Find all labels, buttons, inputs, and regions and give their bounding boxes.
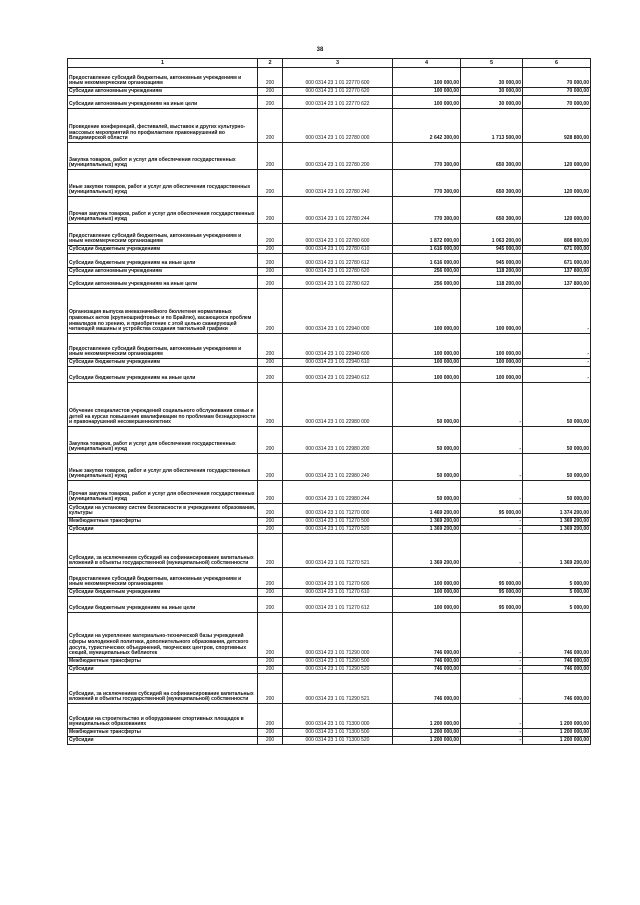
cell-amount-total: 1 616 000,00 <box>393 246 461 254</box>
cell-line-code: 200 <box>258 68 283 88</box>
cell-amount-col6: 1 369 200,00 <box>523 518 591 526</box>
cell-amount-col5: 95 000,00 <box>461 597 523 613</box>
cell-line-code: 200 <box>258 613 283 658</box>
cell-budget-code: 000 0314 23 1 01 71300 500 <box>283 729 393 737</box>
cell-line-code: 200 <box>258 383 283 427</box>
cell-amount-col6: 50 000,00 <box>523 481 591 504</box>
table-row <box>68 534 591 568</box>
cell-amount-col6: 1 374 200,00 <box>523 504 591 518</box>
cell-amount-col6: 1 200 000,00 <box>523 737 591 745</box>
col-header-5: 5 <box>461 59 523 68</box>
cell-amount-col5: 100 000,00 <box>461 334 523 359</box>
cell-amount-col6: - <box>523 334 591 359</box>
cell-amount-total: 746 000,00 <box>393 658 461 666</box>
cell-amount-col5: 95 000,00 <box>461 568 523 589</box>
cell-amount-col5: 95 000,00 <box>461 589 523 597</box>
cell-description: Предоставление субсидий бюджетным, автономным учреждениям и иным некоммерческим организациям <box>68 568 258 589</box>
cell-description: Закупка товаров, работ и услуг для обеспечения государственных (муниципальных) нужд <box>68 427 258 454</box>
col-header-4: 4 <box>393 59 461 68</box>
cell-line-code: 200 <box>258 658 283 666</box>
cell-budget-code: 000 0314 23 1 01 71290 500 <box>283 658 393 666</box>
cell-amount-col6: 5 000,00 <box>523 589 591 597</box>
cell-description: Субсидии на установку систем безопасности в учреждениях образования, культуры <box>68 504 258 518</box>
cell-budget-code: 000 0314 23 1 01 71300 000 <box>283 704 393 729</box>
cell-amount-col5: 95 000,00 <box>461 504 523 518</box>
cell-amount-col6: 70 000,00 <box>523 96 591 109</box>
cell-amount-total: 1 369 200,00 <box>393 534 461 568</box>
cell-budget-code: 000 0314 23 1 01 22780 620 <box>283 268 393 276</box>
table-row <box>68 68 591 88</box>
col-header-2: 2 <box>258 59 283 68</box>
table-row <box>68 96 591 109</box>
cell-budget-code: 000 0314 23 1 01 22780 610 <box>283 246 393 254</box>
cell-budget-code: 000 0314 23 1 01 22940 600 <box>283 334 393 359</box>
col-header-3: 3 <box>283 59 393 68</box>
cell-amount-col6: 808 800,00 <box>523 224 591 246</box>
cell-amount-total: 1 369 200,00 <box>393 526 461 534</box>
cell-amount-col5: 100 000,00 <box>461 289 523 334</box>
cell-line-code: 200 <box>258 254 283 268</box>
table-row <box>68 334 591 359</box>
cell-amount-col6: 137 800,00 <box>523 276 591 289</box>
cell-amount-col5: - <box>461 526 523 534</box>
cell-description: Межбюджетные трансферты <box>68 729 258 737</box>
cell-amount-col5: 945 000,00 <box>461 246 523 254</box>
cell-line-code: 200 <box>258 224 283 246</box>
cell-amount-col5: - <box>461 737 523 745</box>
cell-budget-code: 000 0314 23 1 01 71300 520 <box>283 737 393 745</box>
table-row <box>68 454 591 481</box>
cell-budget-code: 000 0314 23 1 01 22980 244 <box>283 481 393 504</box>
cell-amount-col6: 671 000,00 <box>523 246 591 254</box>
cell-budget-code: 000 0314 23 1 01 71270 500 <box>283 518 393 526</box>
table-row <box>68 666 591 674</box>
cell-amount-col5: - <box>461 658 523 666</box>
table-row <box>68 481 591 504</box>
cell-line-code: 200 <box>258 518 283 526</box>
cell-amount-col5: 30 000,00 <box>461 68 523 88</box>
cell-budget-code: 000 0314 23 1 01 22780 612 <box>283 254 393 268</box>
cell-budget-code: 000 0314 23 1 01 71270 612 <box>283 597 393 613</box>
cell-amount-col6: 120 000,00 <box>523 197 591 224</box>
table-row <box>68 504 591 518</box>
cell-budget-code: 000 0314 23 1 01 22780 240 <box>283 170 393 197</box>
cell-budget-code: 000 0314 23 1 01 71270 521 <box>283 534 393 568</box>
cell-description: Субсидии бюджетным учреждениям на иные цели <box>68 597 258 613</box>
cell-description: Субсидии <box>68 666 258 674</box>
cell-line-code: 200 <box>258 481 283 504</box>
table-row <box>68 658 591 666</box>
cell-amount-total: 50 000,00 <box>393 481 461 504</box>
table-row <box>68 367 591 383</box>
cell-amount-col5: - <box>461 666 523 674</box>
cell-amount-total: 1 616 000,00 <box>393 254 461 268</box>
cell-amount-total: 50 000,00 <box>393 427 461 454</box>
table-row <box>68 143 591 170</box>
cell-amount-total: 100 000,00 <box>393 289 461 334</box>
cell-amount-col5: 1 063 200,00 <box>461 224 523 246</box>
table-row <box>68 737 591 745</box>
cell-amount-col5: - <box>461 729 523 737</box>
cell-budget-code: 000 0314 23 1 01 22770 622 <box>283 96 393 109</box>
cell-description: Межбюджетные трансферты <box>68 658 258 666</box>
cell-budget-code: 000 0314 23 1 01 71290 521 <box>283 674 393 704</box>
cell-amount-total: 1 872 000,00 <box>393 224 461 246</box>
cell-budget-code: 000 0314 23 1 01 71270 610 <box>283 589 393 597</box>
table-body <box>68 68 591 745</box>
cell-amount-col6: 70 000,00 <box>523 68 591 88</box>
cell-amount-col6: 1 369 200,00 <box>523 534 591 568</box>
cell-amount-col6: - <box>523 289 591 334</box>
cell-description: Субсидии бюджетным учреждениям на иные цели <box>68 367 258 383</box>
cell-amount-total: 770 300,00 <box>393 170 461 197</box>
cell-line-code: 200 <box>258 276 283 289</box>
table-header-row <box>68 59 591 68</box>
cell-amount-col6: 746 000,00 <box>523 613 591 658</box>
cell-amount-col5: - <box>461 518 523 526</box>
cell-amount-col6: 746 000,00 <box>523 674 591 704</box>
cell-budget-code: 000 0314 23 1 01 22980 240 <box>283 454 393 481</box>
cell-amount-col5: - <box>461 481 523 504</box>
cell-budget-code: 000 0314 23 1 01 22770 620 <box>283 88 393 96</box>
cell-description: Межбюджетные трансферты <box>68 518 258 526</box>
cell-description: Субсидии на строительство и оборудование спортивных площадок в муниципальных образованиях <box>68 704 258 729</box>
cell-description: Субсидии, за исключением субсидий на софинансирование капитальных вложений в объекты государственной (муниципальной) собственности <box>68 674 258 704</box>
cell-line-code: 200 <box>258 197 283 224</box>
cell-line-code: 200 <box>258 170 283 197</box>
table-row <box>68 613 591 658</box>
cell-budget-code: 000 0314 23 1 01 71270 000 <box>283 504 393 518</box>
cell-amount-total: 100 000,00 <box>393 359 461 367</box>
cell-budget-code: 000 0314 23 1 01 71290 000 <box>283 613 393 658</box>
cell-line-code: 200 <box>258 589 283 597</box>
cell-budget-code: 000 0314 23 1 01 22780 200 <box>283 143 393 170</box>
cell-amount-col6: 50 000,00 <box>523 427 591 454</box>
cell-amount-col6: 5 000,00 <box>523 597 591 613</box>
cell-amount-col6: 120 000,00 <box>523 170 591 197</box>
cell-amount-total: 100 000,00 <box>393 568 461 589</box>
cell-line-code: 200 <box>258 526 283 534</box>
col-header-1: 1 <box>68 59 258 68</box>
cell-line-code: 200 <box>258 367 283 383</box>
cell-description: Предоставление субсидий бюджетным, автономным учреждениям и иным некоммерческим организациям <box>68 224 258 246</box>
table-row <box>68 568 591 589</box>
cell-amount-col5: 30 000,00 <box>461 96 523 109</box>
table-row <box>68 268 591 276</box>
cell-amount-col5: 30 000,00 <box>461 88 523 96</box>
cell-line-code: 200 <box>258 88 283 96</box>
cell-amount-total: 100 000,00 <box>393 367 461 383</box>
cell-description: Проведение конференций, фестивалей, выставок и других культурно-массовых мероприятий по профилактике правонарушений во Владимирской области <box>68 109 258 143</box>
table-row <box>68 289 591 334</box>
cell-amount-col6: 671 000,00 <box>523 254 591 268</box>
cell-amount-total: 1 469 200,00 <box>393 504 461 518</box>
cell-budget-code: 000 0314 23 1 01 22780 622 <box>283 276 393 289</box>
cell-description: Предоставление субсидий бюджетным, автономным учреждениям и иным некоммерческим организациям <box>68 334 258 359</box>
cell-budget-code: 000 0314 23 1 01 22940 000 <box>283 289 393 334</box>
cell-description: Субсидии бюджетным учреждениям на иные цели <box>68 254 258 268</box>
cell-line-code: 200 <box>258 737 283 745</box>
cell-amount-total: 50 000,00 <box>393 383 461 427</box>
table-row <box>68 597 591 613</box>
cell-description: Предоставление субсидий бюджетным, автономным учреждениям и иным некоммерческим организациям <box>68 68 258 88</box>
cell-line-code: 200 <box>258 109 283 143</box>
cell-description: Субсидии на укрепление материально-технической базы учреждений сферы молодежной политики, дополнительного образования, детского досуга, туристических объединений, творческих центров, спортивных секций, муниципальных библиотек <box>68 613 258 658</box>
cell-amount-total: 1 200 000,00 <box>393 729 461 737</box>
cell-amount-col5: - <box>461 534 523 568</box>
cell-amount-total: 2 642 300,00 <box>393 109 461 143</box>
cell-budget-code: 000 0314 23 1 01 71290 520 <box>283 666 393 674</box>
table-row <box>68 246 591 254</box>
cell-amount-col6: 1 369 200,00 <box>523 526 591 534</box>
cell-amount-col5: 650 300,00 <box>461 143 523 170</box>
cell-amount-col5: - <box>461 454 523 481</box>
cell-line-code: 200 <box>258 289 283 334</box>
cell-amount-total: 256 000,00 <box>393 268 461 276</box>
table-row <box>68 704 591 729</box>
cell-amount-col5: 118 200,00 <box>461 268 523 276</box>
cell-amount-total: 1 200 000,00 <box>393 704 461 729</box>
cell-line-code: 200 <box>258 427 283 454</box>
page-number: 38 <box>316 47 324 53</box>
col-header-6: 6 <box>523 59 591 68</box>
table-row <box>68 170 591 197</box>
cell-amount-col6: 50 000,00 <box>523 383 591 427</box>
cell-amount-col5: 650 300,00 <box>461 197 523 224</box>
cell-amount-col5: 945 000,00 <box>461 254 523 268</box>
table-row <box>68 359 591 367</box>
cell-amount-col6: 1 200 000,00 <box>523 704 591 729</box>
cell-amount-col5: 1 713 500,00 <box>461 109 523 143</box>
cell-description: Прочая закупка товаров, работ и услуг для обеспечения государственных (муниципальных) нужд <box>68 481 258 504</box>
cell-description: Субсидии <box>68 526 258 534</box>
cell-amount-col6: - <box>523 359 591 367</box>
cell-amount-col5: - <box>461 613 523 658</box>
cell-amount-col5: 100 000,00 <box>461 367 523 383</box>
cell-line-code: 200 <box>258 666 283 674</box>
table-row <box>68 589 591 597</box>
cell-amount-col6: 5 000,00 <box>523 568 591 589</box>
cell-budget-code: 000 0314 23 1 01 22980 200 <box>283 427 393 454</box>
cell-budget-code: 000 0314 23 1 01 22770 600 <box>283 68 393 88</box>
cell-description: Закупка товаров, работ и услуг для обеспечения государственных (муниципальных) нужд <box>68 143 258 170</box>
cell-budget-code: 000 0314 23 1 01 71270 600 <box>283 568 393 589</box>
cell-line-code: 200 <box>258 504 283 518</box>
cell-amount-col6: 746 000,00 <box>523 666 591 674</box>
cell-amount-total: 100 000,00 <box>393 589 461 597</box>
cell-amount-total: 1 200 000,00 <box>393 737 461 745</box>
cell-line-code: 200 <box>258 268 283 276</box>
cell-amount-col6: 70 000,00 <box>523 88 591 96</box>
table-row <box>68 254 591 268</box>
cell-amount-total: 100 000,00 <box>393 88 461 96</box>
cell-amount-col5: 650 300,00 <box>461 170 523 197</box>
cell-budget-code: 000 0314 23 1 01 22980 000 <box>283 383 393 427</box>
table-row <box>68 197 591 224</box>
cell-description: Субсидии автономным учреждениям на иные цели <box>68 276 258 289</box>
table-row <box>68 383 591 427</box>
cell-amount-col5: - <box>461 704 523 729</box>
table-row <box>68 427 591 454</box>
cell-description: Организация выпуска внеказначейного бюллетеня нормативных правовых актов (крупношрифтовых и по Брайлю), касающихся проблем инвалидов по зрению, и приобретение с этой целью сканирующей читающей машины и устройства создания тактильной графики <box>68 289 258 334</box>
cell-description: Субсидии <box>68 737 258 745</box>
table-row <box>68 109 591 143</box>
table-row <box>68 276 591 289</box>
cell-line-code: 200 <box>258 568 283 589</box>
cell-budget-code: 000 0314 23 1 01 71270 520 <box>283 526 393 534</box>
cell-amount-col5: 118 200,00 <box>461 276 523 289</box>
cell-amount-col5: 100 000,00 <box>461 359 523 367</box>
cell-line-code: 200 <box>258 704 283 729</box>
cell-amount-col6: 928 800,00 <box>523 109 591 143</box>
table-row <box>68 526 591 534</box>
cell-budget-code: 000 0314 23 1 01 22780 244 <box>283 197 393 224</box>
cell-description: Иные закупки товаров, работ и услуг для обеспечения государственных (муниципальных) нужд <box>68 454 258 481</box>
cell-amount-total: 100 000,00 <box>393 68 461 88</box>
cell-amount-total: 770 300,00 <box>393 143 461 170</box>
cell-amount-total: 746 000,00 <box>393 666 461 674</box>
cell-amount-total: 770 300,00 <box>393 197 461 224</box>
cell-amount-total: 100 000,00 <box>393 334 461 359</box>
cell-description: Субсидии автономным учреждениям <box>68 88 258 96</box>
cell-description: Иные закупки товаров, работ и услуг для обеспечения государственных (муниципальных) нужд <box>68 170 258 197</box>
cell-line-code: 200 <box>258 143 283 170</box>
cell-description: Субсидии автономным учреждениям <box>68 268 258 276</box>
cell-description: Прочая закупка товаров, работ и услуг для обеспечения государственных (муниципальных) нужд <box>68 197 258 224</box>
table-row <box>68 224 591 246</box>
cell-budget-code: 000 0314 23 1 01 22780 000 <box>283 109 393 143</box>
cell-line-code: 200 <box>258 334 283 359</box>
cell-description: Обучение специалистов учреждений социального обслуживания семьи и детей на курсах повышения квалификации по проблемам безнадзорности и правонарушений несовершеннолетних <box>68 383 258 427</box>
cell-amount-col6: 1 200 000,00 <box>523 729 591 737</box>
cell-budget-code: 000 0314 23 1 01 22940 610 <box>283 359 393 367</box>
cell-amount-total: 100 000,00 <box>393 96 461 109</box>
cell-line-code: 200 <box>258 534 283 568</box>
cell-description: Субсидии бюджетным учреждениям <box>68 589 258 597</box>
cell-amount-total: 100 000,00 <box>393 597 461 613</box>
cell-description: Субсидии бюджетным учреждениям <box>68 246 258 254</box>
cell-line-code: 200 <box>258 359 283 367</box>
table-row <box>68 674 591 704</box>
cell-description: Субсидии автономным учреждениям на иные цели <box>68 96 258 109</box>
cell-amount-col6: 120 000,00 <box>523 143 591 170</box>
cell-line-code: 200 <box>258 674 283 704</box>
cell-amount-total: 1 369 200,00 <box>393 518 461 526</box>
cell-description: Субсидии, за исключением субсидий на софинансирование капитальных вложений в объекты государственной (муниципальной) собственности <box>68 534 258 568</box>
cell-amount-col5: - <box>461 427 523 454</box>
table-row <box>68 88 591 96</box>
cell-amount-total: 50 000,00 <box>393 454 461 481</box>
cell-line-code: 200 <box>258 729 283 737</box>
cell-line-code: 200 <box>258 246 283 254</box>
cell-amount-col5: - <box>461 674 523 704</box>
cell-description: Субсидии бюджетным учреждениям <box>68 359 258 367</box>
cell-amount-total: 746 000,00 <box>393 613 461 658</box>
cell-amount-col6: 50 000,00 <box>523 454 591 481</box>
cell-line-code: 200 <box>258 454 283 481</box>
cell-amount-total: 256 000,00 <box>393 276 461 289</box>
cell-budget-code: 000 0314 23 1 01 22940 612 <box>283 367 393 383</box>
table-row <box>68 518 591 526</box>
table-row <box>68 729 591 737</box>
cell-amount-col6: 137 800,00 <box>523 268 591 276</box>
cell-budget-code: 000 0314 23 1 01 22780 600 <box>283 224 393 246</box>
cell-amount-total: 746 000,00 <box>393 674 461 704</box>
budget-table <box>67 58 591 745</box>
cell-line-code: 200 <box>258 96 283 109</box>
cell-line-code: 200 <box>258 597 283 613</box>
cell-amount-col5: - <box>461 383 523 427</box>
cell-amount-col6: - <box>523 367 591 383</box>
cell-amount-col6: 746 000,00 <box>523 658 591 666</box>
